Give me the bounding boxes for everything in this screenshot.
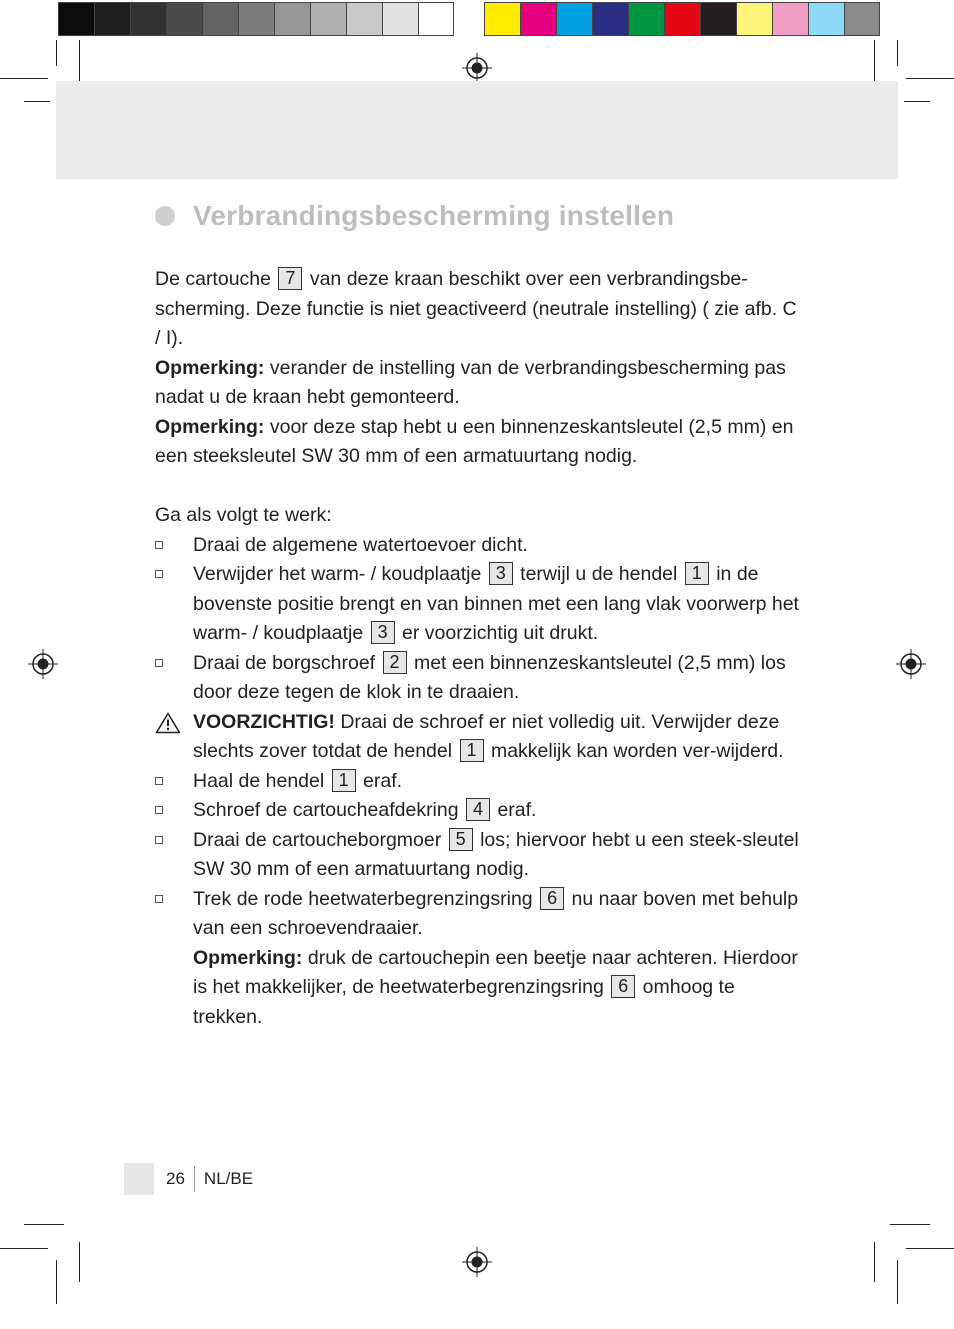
color-swatch [310, 2, 346, 36]
crop-mark [79, 40, 80, 86]
color-swatch [844, 2, 880, 36]
crop-mark [874, 1242, 875, 1282]
part-number: 6 [540, 887, 564, 910]
note-label: Opmerking: [155, 356, 265, 379]
color-swatch [58, 2, 94, 36]
list-item: Schroef de cartoucheafdekring 4 eraf. [155, 796, 800, 826]
checkbox-bullet-icon [155, 836, 163, 844]
part-number: 3 [489, 562, 513, 585]
crop-mark [904, 101, 930, 102]
part-number: 3 [371, 621, 395, 644]
checkbox-bullet-icon [155, 895, 163, 903]
checkbox-bullet-icon [155, 659, 163, 667]
color-swatch [130, 2, 166, 36]
intro-paragraph: De cartouche 7 van deze kraan beschikt over een verbrandingsbe-scherming. Deze functie is niet geactiveerd (neutrale instelling) ( zie afb. C / I). [155, 268, 797, 349]
list-item: Draai de borgschroef 2 met een binnenzeskantsleutel (2,5 mm) los door deze tegen de klok in te draaien. [155, 649, 800, 708]
part-number: 5 [449, 828, 473, 851]
color-swatch [484, 2, 520, 36]
crop-mark [24, 1224, 64, 1225]
page-number: 26 [166, 1166, 195, 1192]
checkbox-bullet-icon [155, 570, 163, 578]
page-footer [124, 1163, 253, 1195]
registration-mark-icon [28, 649, 58, 679]
steps-intro: Ga als volgt te werk: [155, 504, 332, 526]
checkbox-bullet-icon [155, 541, 163, 549]
checkbox-bullet-icon [155, 806, 163, 814]
list-item: Draai de algemene watertoevoer dicht. [155, 531, 800, 561]
color-swatch [382, 2, 418, 36]
part-number: 2 [383, 651, 407, 674]
warning-block: VOORZICHTIG! Draai de schroef er niet volledig uit. Verwijder deze slechts zover totdat de hendel 1 makkelijk kan worden ver-wijderd. [155, 708, 800, 767]
note-paragraph: Opmerking: verander de instelling van de verbrandingsbescherming pas nadat u de kraan hebt gemonteerd. [155, 356, 786, 408]
list-item: Draai de cartoucheborgmoer 5 los; hiervoor hebt u een steek-sleutel SW 30 mm of een armatuurtang nodig. [155, 826, 800, 885]
note-paragraph: Opmerking: voor deze stap hebt u een binnenzeskantsleutel (2,5 mm) en een steeksleutel SW 30 mm of een armatuurtang nodig. [155, 415, 794, 467]
registration-mark-icon [896, 649, 926, 679]
color-swatch [274, 2, 310, 36]
color-swatch [520, 2, 556, 36]
crop-mark [79, 1242, 80, 1282]
color-swatch [664, 2, 700, 36]
crop-mark [890, 1224, 930, 1225]
color-calibration-bar-right [484, 0, 880, 38]
crop-mark [906, 78, 954, 79]
bullet-dot-icon [155, 206, 175, 226]
language-code: NL/BE [203, 1169, 254, 1188]
crop-mark [874, 40, 875, 86]
color-swatch [418, 2, 454, 36]
checkbox-bullet-icon [155, 777, 163, 785]
list-item: Verwijder het warm- / koudplaatje 3 terwijl u de hendel 1 in de bovenste positie brengt en van binnen met een lang vlak voorwerp het warm- / koudplaatje 3 er voorzichtig uit drukt. [155, 560, 800, 649]
part-number: 6 [611, 975, 635, 998]
crop-mark [56, 40, 57, 66]
list-item: Trek de rode heetwaterbegrenzingsring 6 nu naar boven met behulp van een schroevendraaier. Opmerking: druk de cartouchepin een beetje naar achteren. Hierdoor is het makkelijker, de heetwaterbegrenzingsring 6 omhoog te trekken. [155, 885, 800, 1033]
color-swatch [556, 2, 592, 36]
color-swatch [628, 2, 664, 36]
warning-label: VOORZICHTIG! [193, 710, 335, 733]
section-heading [155, 200, 674, 232]
registration-mark-icon [462, 1247, 492, 1277]
crop-mark [906, 1248, 954, 1249]
list-item: Haal de hendel 1 eraf. [155, 767, 800, 797]
registration-mark-icon [462, 53, 492, 83]
color-swatch [700, 2, 736, 36]
part-number: 7 [278, 267, 302, 290]
document-body [155, 265, 800, 1032]
color-swatch [202, 2, 238, 36]
footer-tab [124, 1163, 154, 1195]
part-number: 1 [685, 562, 709, 585]
page-title: Verbrandingsbescherming instellen [193, 200, 675, 231]
part-number: 1 [332, 769, 356, 792]
crop-mark [0, 78, 48, 79]
note-label: Opmerking: [193, 946, 303, 969]
color-swatch [238, 2, 274, 36]
header-band [56, 81, 898, 179]
color-swatch [808, 2, 844, 36]
color-swatch [592, 2, 628, 36]
color-swatch [772, 2, 808, 36]
color-swatch [346, 2, 382, 36]
crop-mark [897, 1260, 898, 1304]
color-swatch [166, 2, 202, 36]
crop-mark [56, 1260, 57, 1304]
part-number: 4 [466, 798, 490, 821]
warning-triangle-icon [155, 712, 181, 734]
crop-mark [24, 101, 50, 102]
color-calibration-bar-left [58, 0, 454, 38]
color-swatch [94, 2, 130, 36]
crop-mark [897, 40, 898, 66]
crop-mark [0, 1248, 48, 1249]
part-number: 1 [460, 739, 484, 762]
note-label: Opmerking: [155, 415, 265, 438]
color-swatch [736, 2, 772, 36]
